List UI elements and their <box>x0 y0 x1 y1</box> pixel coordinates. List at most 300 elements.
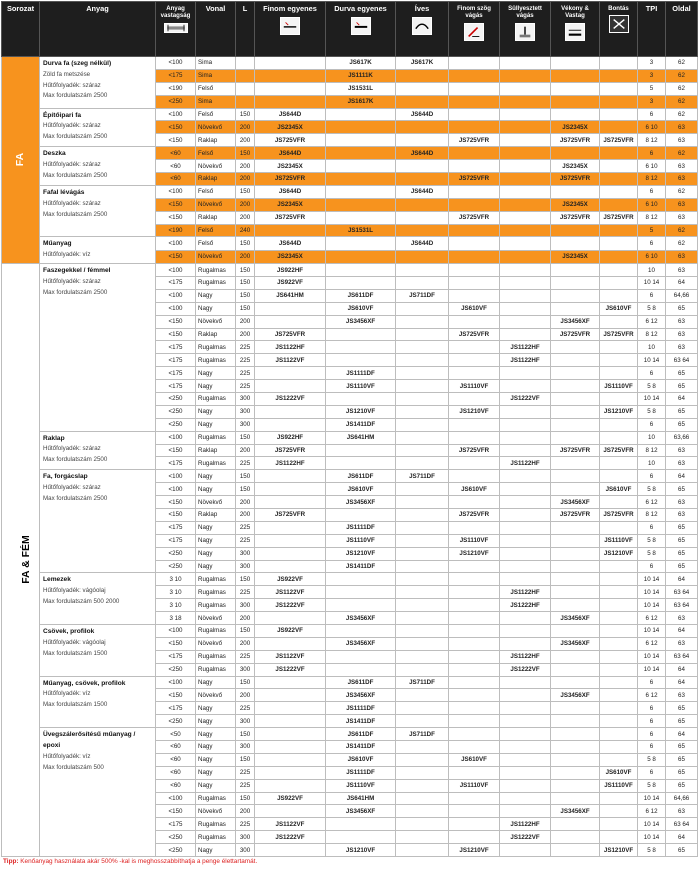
oldal-cell: 65 <box>666 560 698 573</box>
bontas-cell <box>600 637 638 650</box>
tpi-cell: 6 <box>638 185 666 198</box>
ives-cell <box>396 315 449 328</box>
oldal-cell: 65 <box>666 380 698 393</box>
sullyesztett-cell <box>500 483 551 496</box>
coarse-straight-icon <box>351 17 371 35</box>
sullyesztett-cell <box>500 496 551 509</box>
bontas-cell <box>600 496 638 509</box>
sullyesztett-cell <box>500 418 551 431</box>
finom-cell <box>255 315 326 328</box>
ives-cell <box>396 625 449 638</box>
material-title: Deszka <box>43 150 66 158</box>
material-title: Csövek, profilok <box>43 628 95 635</box>
vastagsag-cell: <250 <box>156 663 196 676</box>
finom-cell <box>255 380 326 393</box>
l-cell: 300 <box>236 844 255 857</box>
bontas-cell <box>600 431 638 444</box>
material-note: Hűtőfolyadék: száraz <box>43 445 101 453</box>
header-sullyesztett-label: Süllyesztett vágás <box>508 5 542 20</box>
bontas-cell <box>600 831 638 844</box>
finomszog-cell <box>449 805 500 818</box>
demolition-icon <box>609 15 629 33</box>
finomszog-cell <box>449 831 500 844</box>
l-cell: 200 <box>236 328 255 341</box>
blade-selection-table-page <box>1 1 697 857</box>
material-note: Max fordulatszám 1500 <box>43 649 108 657</box>
bontas-cell <box>600 69 638 82</box>
finomszog-cell <box>449 612 500 625</box>
bontas-cell: JS1110VF <box>600 534 638 547</box>
bontas-cell: JS725VFR <box>600 211 638 224</box>
vekony-cell: JS2345X <box>551 121 600 134</box>
vastagsag-cell: <150 <box>156 508 196 521</box>
sullyesztett-cell <box>500 625 551 638</box>
finom-cell <box>255 612 326 625</box>
tpi-cell: 6 <box>638 560 666 573</box>
finom-cell <box>255 676 326 689</box>
vastagsag-cell: <60 <box>156 753 196 766</box>
ives-cell <box>396 405 449 418</box>
tpi-cell: 6 <box>638 728 666 741</box>
finomszog-cell <box>449 741 500 754</box>
ives-cell <box>396 211 449 224</box>
oldal-cell: 63 64 <box>666 586 698 599</box>
ives-cell <box>396 134 449 147</box>
header-finomszog-label: Finom szög vágás <box>457 5 491 20</box>
tpi-cell: 10 14 <box>638 276 666 289</box>
bontas-cell <box>600 818 638 831</box>
l-cell: 200 <box>236 315 255 328</box>
durva-cell: JS1411DF <box>326 741 396 754</box>
durva-cell <box>326 276 396 289</box>
tpi-cell: 6 10 <box>638 121 666 134</box>
l-cell: 150 <box>236 470 255 483</box>
vastagsag-cell: <175 <box>156 367 196 380</box>
ives-cell <box>396 354 449 367</box>
bontas-cell <box>600 715 638 728</box>
l-cell: 150 <box>236 792 255 805</box>
vekony-cell <box>551 534 600 547</box>
material-note: Max fordulatszám 2500 <box>43 456 108 464</box>
table-row <box>2 185 698 198</box>
ives-cell <box>396 766 449 779</box>
vonal-cell: Sima <box>196 57 236 70</box>
sullyesztett-cell <box>500 753 551 766</box>
vastagsag-cell: 3 10 <box>156 599 196 612</box>
vastagsag-cell: <100 <box>156 264 196 277</box>
finom-cell: JS644D <box>255 108 326 121</box>
header-finom <box>255 2 326 57</box>
durva-cell: JS611DF <box>326 470 396 483</box>
durva-cell: JS1531L <box>326 224 396 237</box>
finomszog-cell <box>449 766 500 779</box>
sullyesztett-cell <box>500 237 551 250</box>
l-cell: 300 <box>236 405 255 418</box>
bontas-cell <box>600 108 638 121</box>
durva-cell: JS641HM <box>326 431 396 444</box>
vastagsag-cell: <175 <box>156 534 196 547</box>
table-row <box>2 237 698 250</box>
durva-cell <box>326 586 396 599</box>
finom-cell: JS644D <box>255 185 326 198</box>
oldal-cell: 63 <box>666 211 698 224</box>
ives-cell <box>396 121 449 134</box>
finomszog-cell: JS1110VF <box>449 779 500 792</box>
vastagsag-cell: <60 <box>156 741 196 754</box>
finom-cell <box>255 715 326 728</box>
sullyesztett-cell <box>500 715 551 728</box>
sullyesztett-cell <box>500 741 551 754</box>
bontas-cell <box>600 315 638 328</box>
l-cell <box>236 57 255 70</box>
finom-cell <box>255 367 326 380</box>
l-cell: 225 <box>236 766 255 779</box>
ives-cell: JS711DF <box>396 289 449 302</box>
oldal-cell: 63 <box>666 341 698 354</box>
vastagsag-cell: <150 <box>156 198 196 211</box>
vekony-cell: JS725VFR <box>551 173 600 186</box>
sullyesztett-cell <box>500 728 551 741</box>
tpi-cell: 6 <box>638 418 666 431</box>
vastagsag-cell: <250 <box>156 392 196 405</box>
durva-cell: JS1110VF <box>326 534 396 547</box>
bontas-cell: JS1210VF <box>600 405 638 418</box>
vonal-cell: Nagy <box>196 560 236 573</box>
table-row <box>2 431 698 444</box>
tpi-cell: 3 <box>638 57 666 70</box>
l-cell: 225 <box>236 779 255 792</box>
tpi-cell: 8 12 <box>638 173 666 186</box>
finomszog-cell <box>449 625 500 638</box>
tpi-cell: 6 <box>638 108 666 121</box>
durva-cell: JS1210VF <box>326 844 396 857</box>
finomszog-cell <box>449 496 500 509</box>
oldal-cell: 65 <box>666 534 698 547</box>
l-cell: 150 <box>236 237 255 250</box>
finomszog-cell: JS1210VF <box>449 844 500 857</box>
bontas-cell <box>600 367 638 380</box>
durva-cell <box>326 160 396 173</box>
tpi-cell: 6 12 <box>638 315 666 328</box>
durva-cell <box>326 198 396 211</box>
vekony-cell <box>551 289 600 302</box>
vekony-cell: JS725VFR <box>551 444 600 457</box>
sullyesztett-cell <box>500 676 551 689</box>
finomszog-cell <box>449 185 500 198</box>
finom-cell: JS922VF <box>255 573 326 586</box>
l-cell: 200 <box>236 198 255 211</box>
bontas-cell: JS1110VF <box>600 380 638 393</box>
thin-thick-icon <box>565 23 585 41</box>
vonal-cell: Nagy <box>196 779 236 792</box>
oldal-cell: 63 64 <box>666 650 698 663</box>
l-cell: 200 <box>236 689 255 702</box>
vekony-cell <box>551 418 600 431</box>
finom-cell <box>255 405 326 418</box>
vonal-cell: Rugalmas <box>196 264 236 277</box>
oldal-cell: 65 <box>666 405 698 418</box>
header-row <box>2 2 698 57</box>
sullyesztett-cell: JS1122HF <box>500 457 551 470</box>
table-row <box>2 470 698 483</box>
vastagsag-cell: <190 <box>156 82 196 95</box>
durva-cell <box>326 264 396 277</box>
vekony-cell <box>551 818 600 831</box>
sullyesztett-cell <box>500 521 551 534</box>
vastagsag-cell: <175 <box>156 457 196 470</box>
l-cell: 150 <box>236 276 255 289</box>
finomszog-cell <box>449 367 500 380</box>
vekony-cell <box>551 676 600 689</box>
tpi-cell: 10 <box>638 431 666 444</box>
vonal-cell: Nagy <box>196 534 236 547</box>
vastagsag-cell: <250 <box>156 405 196 418</box>
sullyesztett-cell: JS1122HF <box>500 818 551 831</box>
bontas-cell <box>600 702 638 715</box>
vekony-cell <box>551 792 600 805</box>
vonal-cell: Növekvő <box>196 121 236 134</box>
bontas-cell <box>600 728 638 741</box>
vastagsag-cell: <100 <box>156 470 196 483</box>
ives-cell <box>396 753 449 766</box>
oldal-cell: 63 <box>666 160 698 173</box>
l-cell: 240 <box>236 224 255 237</box>
finom-cell <box>255 57 326 70</box>
finomszog-cell <box>449 637 500 650</box>
tpi-cell: 5 8 <box>638 534 666 547</box>
l-cell: 150 <box>236 302 255 315</box>
vekony-cell <box>551 147 600 160</box>
l-cell: 150 <box>236 676 255 689</box>
header-vonal: Vonal <box>196 2 236 57</box>
finomszog-cell <box>449 431 500 444</box>
ives-cell <box>396 457 449 470</box>
finom-cell: JS1122HF <box>255 457 326 470</box>
sullyesztett-cell <box>500 185 551 198</box>
finom-cell: JS2345X <box>255 121 326 134</box>
vastagsag-cell: <175 <box>156 380 196 393</box>
vonal-cell: Nagy <box>196 521 236 534</box>
vonal-cell: Sima <box>196 69 236 82</box>
finom-cell: JS1122VF <box>255 818 326 831</box>
vastagsag-cell: <60 <box>156 779 196 792</box>
oldal-cell: 62 <box>666 108 698 121</box>
sullyesztett-cell <box>500 612 551 625</box>
ives-cell <box>396 160 449 173</box>
bontas-cell <box>600 792 638 805</box>
bontas-cell <box>600 741 638 754</box>
ives-cell <box>396 573 449 586</box>
tpi-cell: 10 14 <box>638 663 666 676</box>
finomszog-cell: JS725VFR <box>449 211 500 224</box>
bontas-cell <box>600 625 638 638</box>
bontas-cell <box>600 689 638 702</box>
ives-cell <box>396 663 449 676</box>
vastagsag-cell: 3 10 <box>156 586 196 599</box>
finom-cell: JS2345X <box>255 198 326 211</box>
oldal-cell: 64 <box>666 625 698 638</box>
oldal-cell: 63 <box>666 496 698 509</box>
finom-cell <box>255 82 326 95</box>
tpi-cell: 6 <box>638 702 666 715</box>
vekony-cell <box>551 741 600 754</box>
durva-cell: JS1111DF <box>326 702 396 715</box>
ives-cell <box>396 367 449 380</box>
durva-cell: JS1111DF <box>326 521 396 534</box>
vekony-cell: JS725VFR <box>551 211 600 224</box>
vekony-cell <box>551 560 600 573</box>
bontas-cell: JS1210VF <box>600 844 638 857</box>
tpi-cell: 8 12 <box>638 444 666 457</box>
vekony-cell <box>551 380 600 393</box>
sullyesztett-cell <box>500 82 551 95</box>
durva-cell: JS1411DF <box>326 715 396 728</box>
vonal-cell: Nagy <box>196 547 236 560</box>
l-cell: 150 <box>236 728 255 741</box>
durva-cell <box>326 341 396 354</box>
bontas-cell: JS725VFR <box>600 134 638 147</box>
tpi-cell: 5 8 <box>638 483 666 496</box>
vekony-cell <box>551 625 600 638</box>
l-cell: 150 <box>236 431 255 444</box>
finom-cell <box>255 69 326 82</box>
finom-cell: JS1222VF <box>255 663 326 676</box>
vonal-cell: Rugalmas <box>196 831 236 844</box>
vonal-cell: Raklap <box>196 508 236 521</box>
tpi-cell: 6 <box>638 289 666 302</box>
sullyesztett-cell: JS1122HF <box>500 341 551 354</box>
ives-cell <box>396 198 449 211</box>
material-cell <box>40 57 156 109</box>
vastagsag-cell: <100 <box>156 289 196 302</box>
l-cell: 200 <box>236 173 255 186</box>
l-cell: 225 <box>236 586 255 599</box>
table-row <box>2 108 698 121</box>
vonal-cell: Növekvő <box>196 315 236 328</box>
finomszog-cell: JS1110VF <box>449 380 500 393</box>
finom-cell <box>255 496 326 509</box>
durva-cell <box>326 173 396 186</box>
finom-cell <box>255 521 326 534</box>
sullyesztett-cell <box>500 367 551 380</box>
l-cell: 150 <box>236 753 255 766</box>
material-note: Hűtőfolyadék: vágóolaj <box>43 587 106 595</box>
vonal-cell: Felső <box>196 147 236 160</box>
finomszog-cell <box>449 689 500 702</box>
material-note: Max fordulatszám 1500 <box>43 701 108 709</box>
vonal-cell: Nagy <box>196 289 236 302</box>
tpi-cell: 10 14 <box>638 354 666 367</box>
finom-cell <box>255 637 326 650</box>
table-row <box>2 264 698 277</box>
durva-cell <box>326 250 396 263</box>
sullyesztett-cell <box>500 95 551 108</box>
durva-cell <box>326 650 396 663</box>
ives-cell: JS711DF <box>396 470 449 483</box>
vekony-cell <box>551 69 600 82</box>
vonal-cell: Rugalmas <box>196 354 236 367</box>
finomszog-cell: JS725VFR <box>449 328 500 341</box>
l-cell: 150 <box>236 185 255 198</box>
durva-cell: JS610VF <box>326 302 396 315</box>
bontas-cell: JS725VFR <box>600 328 638 341</box>
ives-cell <box>396 560 449 573</box>
finomszog-cell <box>449 560 500 573</box>
ives-cell <box>396 264 449 277</box>
oldal-cell: 65 <box>666 753 698 766</box>
vonal-cell: Felső <box>196 185 236 198</box>
finom-cell: JS725VFR <box>255 211 326 224</box>
table-row <box>2 625 698 638</box>
vastagsag-cell: <150 <box>156 328 196 341</box>
bontas-cell <box>600 289 638 302</box>
angle-cut-icon <box>464 23 484 41</box>
ives-cell <box>396 741 449 754</box>
tpi-cell: 5 8 <box>638 779 666 792</box>
finom-cell <box>255 224 326 237</box>
material-cell <box>40 185 156 237</box>
ives-cell <box>396 792 449 805</box>
bontas-cell <box>600 250 638 263</box>
material-note: Zöld fa metszése <box>43 70 91 78</box>
vonal-cell: Rugalmas <box>196 573 236 586</box>
ives-cell: JS644D <box>396 185 449 198</box>
vonal-cell: Növekvő <box>196 689 236 702</box>
ives-cell <box>396 69 449 82</box>
vastagsag-cell: <150 <box>156 121 196 134</box>
finom-cell: JS641HM <box>255 289 326 302</box>
finom-cell <box>255 728 326 741</box>
l-cell: 200 <box>236 134 255 147</box>
vekony-cell: JS3456XF <box>551 496 600 509</box>
l-cell: 300 <box>236 547 255 560</box>
oldal-cell: 65 <box>666 702 698 715</box>
material-cell <box>40 470 156 573</box>
vastagsag-cell: <250 <box>156 547 196 560</box>
ives-cell <box>396 508 449 521</box>
vastagsag-cell: <150 <box>156 805 196 818</box>
oldal-cell: 64 <box>666 676 698 689</box>
vastagsag-cell: <150 <box>156 637 196 650</box>
vonal-cell: Növekvő <box>196 250 236 263</box>
table-row <box>2 728 698 741</box>
bontas-cell <box>600 392 638 405</box>
sullyesztett-cell <box>500 779 551 792</box>
material-title: Műanyag, csövek, profilok <box>43 679 126 687</box>
durva-cell: JS1110VF <box>326 779 396 792</box>
tpi-cell: 10 14 <box>638 831 666 844</box>
finomszog-cell <box>449 224 500 237</box>
l-cell: 200 <box>236 160 255 173</box>
vastagsag-cell: <175 <box>156 354 196 367</box>
durva-cell: JS610VF <box>326 483 396 496</box>
finomszog-cell: JS610VF <box>449 753 500 766</box>
vonal-cell: Nagy <box>196 418 236 431</box>
finom-cell: JS725VFR <box>255 173 326 186</box>
durva-cell: JS1110VF <box>326 380 396 393</box>
ives-cell <box>396 586 449 599</box>
sullyesztett-cell <box>500 121 551 134</box>
vonal-cell: Nagy <box>196 766 236 779</box>
tpi-cell: 6 12 <box>638 805 666 818</box>
oldal-cell: 63 <box>666 121 698 134</box>
vastagsag-cell: <190 <box>156 224 196 237</box>
vekony-cell: JS3456XF <box>551 805 600 818</box>
vonal-cell: Nagy <box>196 728 236 741</box>
sorozat-label: FA & FÉM <box>19 535 32 584</box>
header-l: L <box>236 2 255 57</box>
finom-cell <box>255 805 326 818</box>
